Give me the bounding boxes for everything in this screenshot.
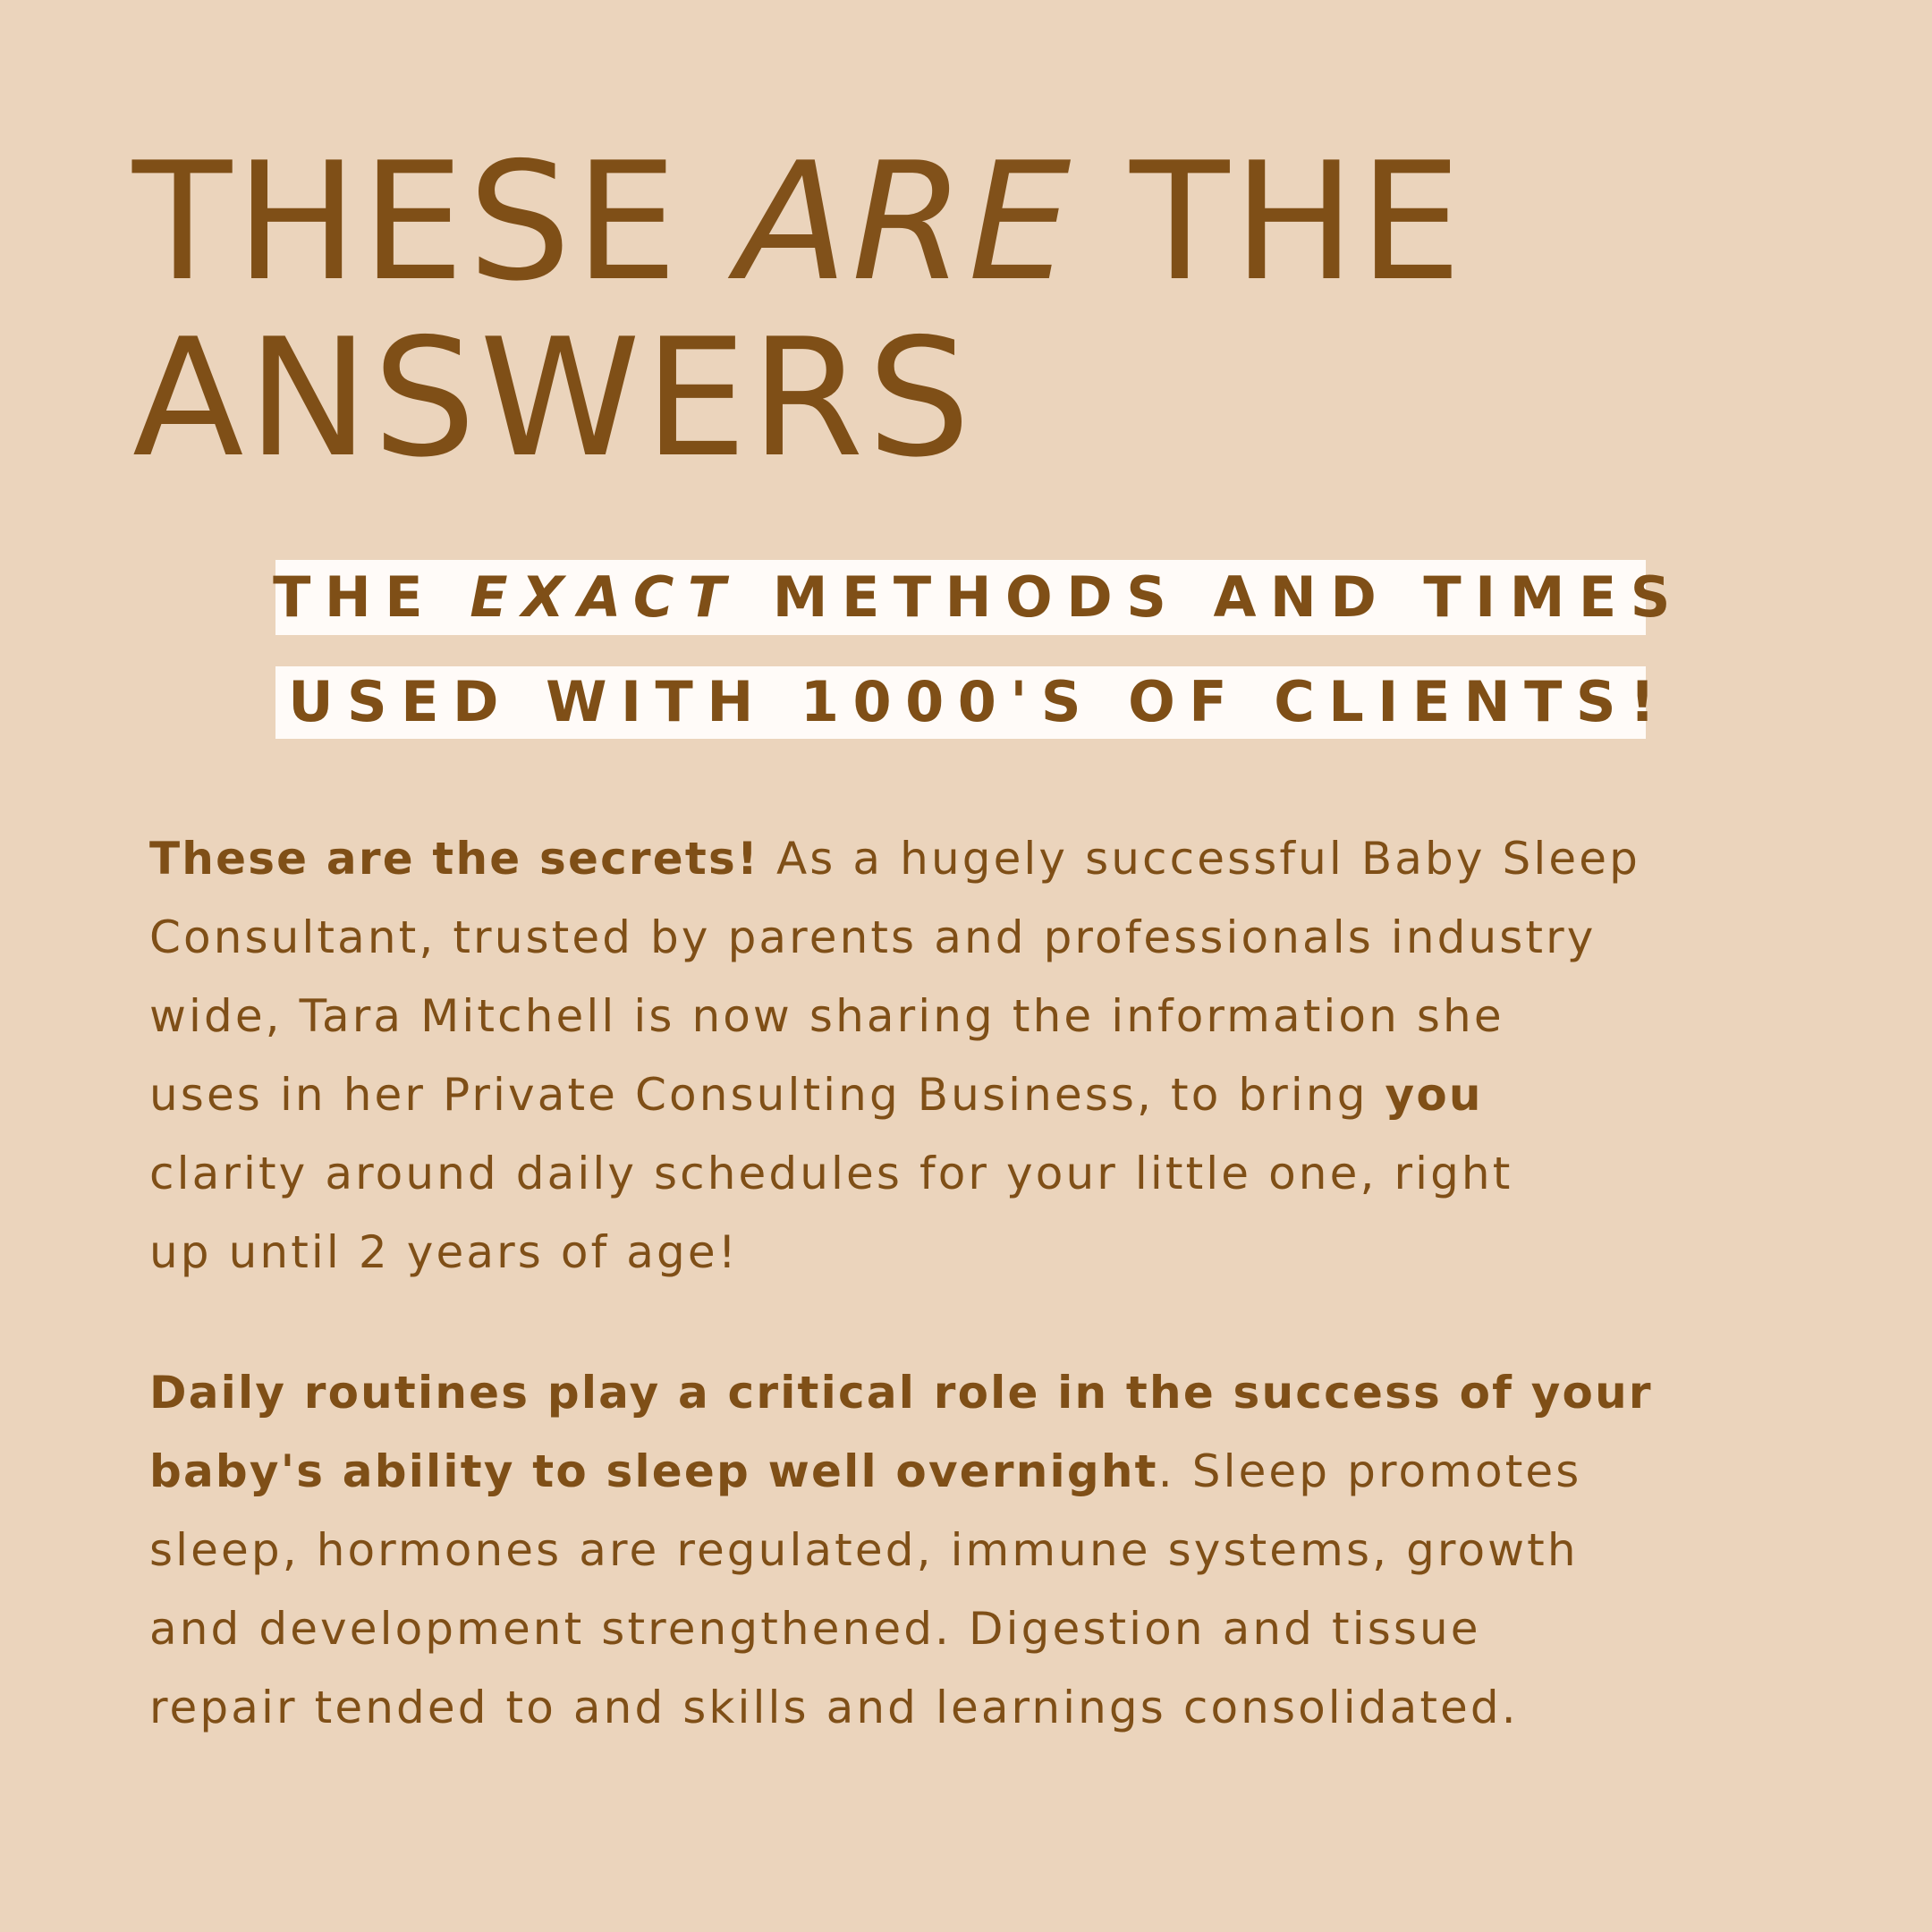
bold-text: These are the secrets! bbox=[149, 833, 759, 885]
subtitle-emphasis: EXACT bbox=[470, 564, 740, 630]
headline-emphasis: ARE bbox=[736, 127, 1075, 317]
paragraph-line bbox=[149, 819, 1849, 898]
paragraph-line: clarity around daily schedules for your little one, right bbox=[149, 1148, 1513, 1199]
paragraph-line: repair tended to and skills and learnings consolidated. bbox=[149, 1682, 1519, 1733]
paragraph-line: sleep, hormones are regulated, immune systems, growth bbox=[149, 1524, 1579, 1576]
regular-text: . Sleep promotes bbox=[1157, 1445, 1582, 1497]
paragraph-line: Consultant, trusted by parents and professionals industry bbox=[149, 911, 1597, 963]
subtitle-line-1 bbox=[0, 560, 1932, 635]
headline-text: THESE bbox=[132, 127, 737, 317]
paragraph-line: wide, Tara Mitchell is now sharing the information she bbox=[149, 990, 1504, 1042]
subtitle-line-2: USED WITH 1000'S OF CLIENTS! bbox=[288, 669, 1669, 734]
regular-text: As a hugely successful Baby Sleep bbox=[758, 833, 1640, 885]
paragraph-line: up until 2 years of age! bbox=[149, 1226, 739, 1278]
paragraph-line bbox=[149, 1432, 1849, 1511]
bold-text: you bbox=[1385, 1069, 1483, 1121]
headline-line-1 bbox=[132, 127, 1466, 317]
paragraph-line: and development strengthened. Digestion and tissue bbox=[149, 1603, 1481, 1655]
subtitle-text: METHODS AND TIMES bbox=[739, 564, 1684, 630]
headline-text: THE bbox=[1074, 127, 1466, 317]
subtitle-text: THE bbox=[273, 564, 470, 630]
headline bbox=[132, 127, 1466, 493]
bold-text: baby's ability to sleep well overnight bbox=[149, 1445, 1158, 1497]
headline-line-2: ANSWERS bbox=[132, 303, 975, 493]
bold-text: Daily routines play a critical role in the success of your bbox=[149, 1367, 1653, 1419]
regular-text: uses in her Private Consulting Business, to bring bbox=[149, 1069, 1385, 1121]
paragraph-line bbox=[149, 1055, 1849, 1134]
paragraph-line bbox=[149, 1353, 1849, 1432]
routines-paragraph bbox=[149, 1353, 1849, 1747]
intro-paragraph bbox=[149, 819, 1849, 1292]
